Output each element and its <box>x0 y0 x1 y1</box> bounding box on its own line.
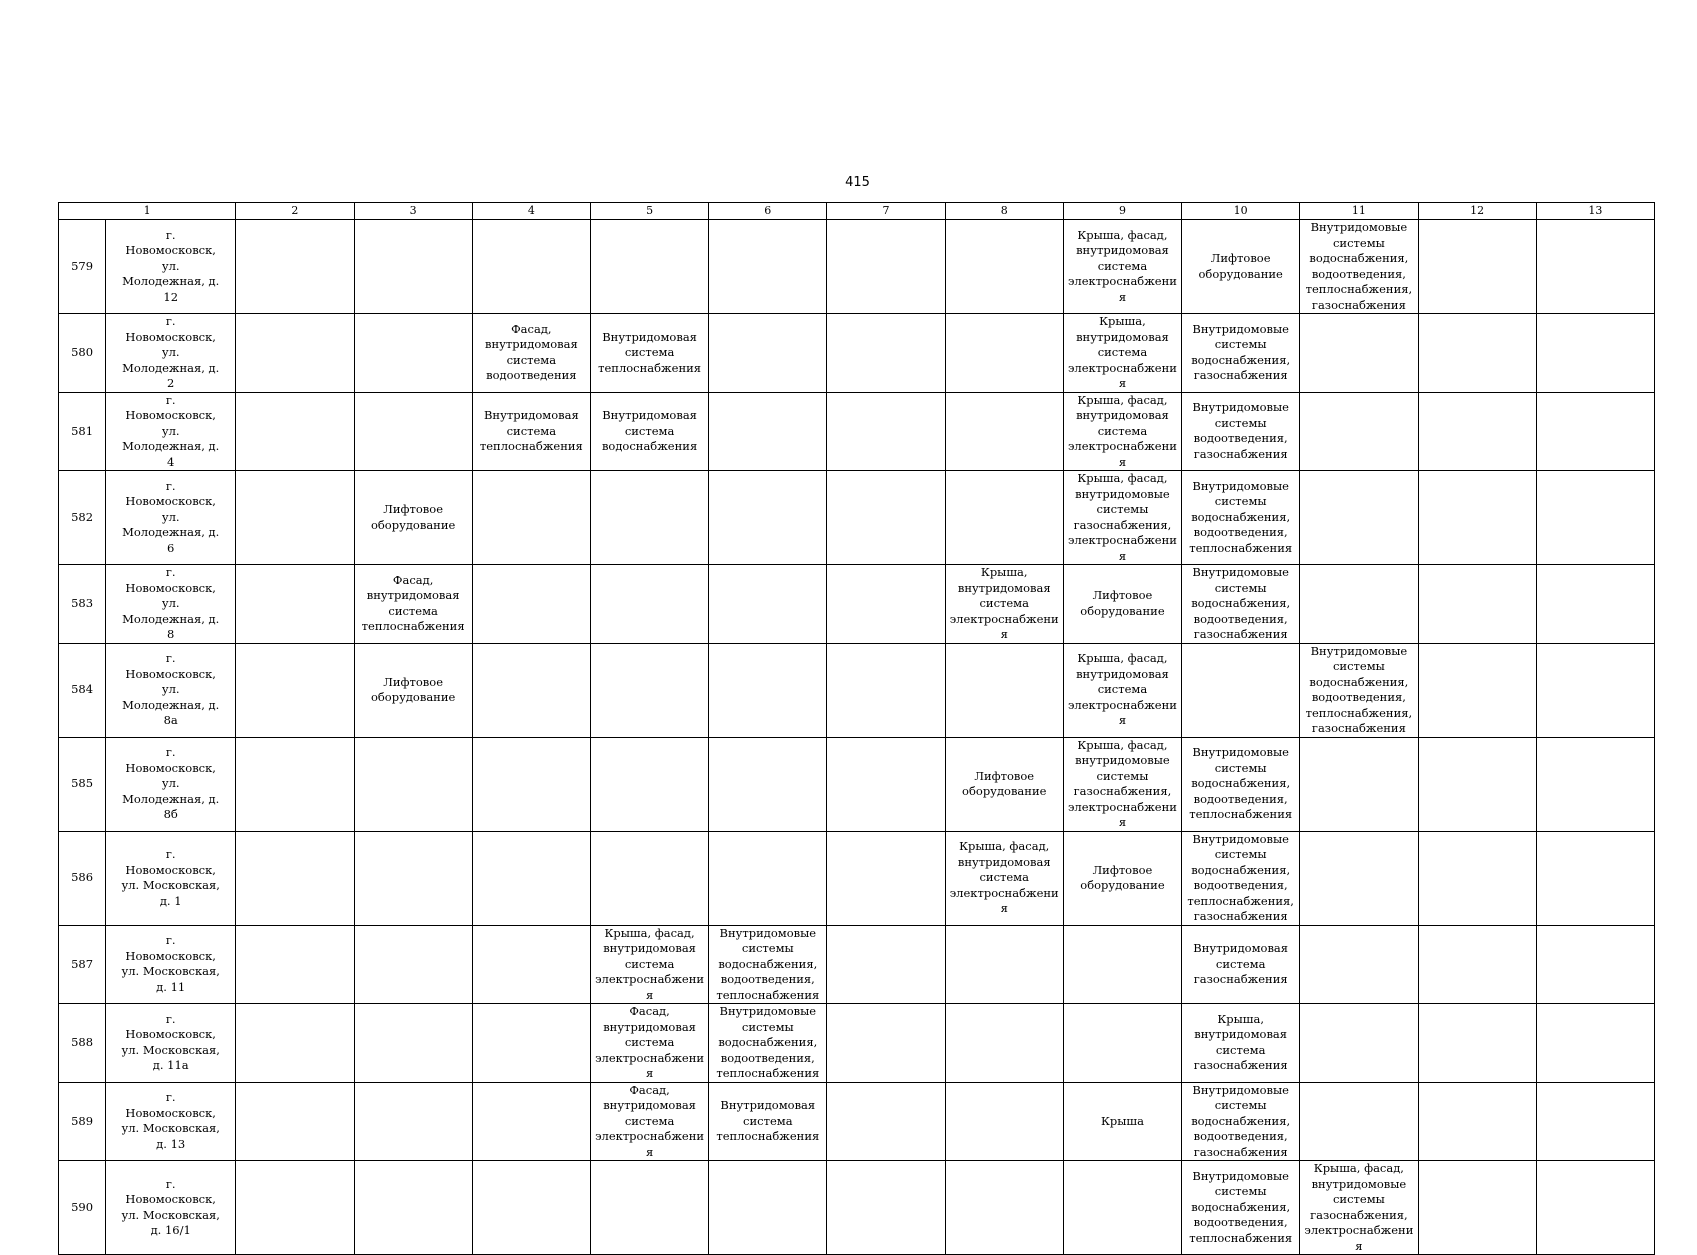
table-row <box>59 737 1655 831</box>
schedule-cell-col-2 <box>236 1004 354 1083</box>
schedule-cell-col-11 <box>1300 471 1418 565</box>
schedule-cell-col-3 <box>354 1082 472 1161</box>
schedule-cell-col-13 <box>1536 565 1654 644</box>
schedule-cell-col-3: Лифтовое оборудование <box>354 643 472 737</box>
row-number: 585 <box>59 737 106 831</box>
schedule-cell-col-2 <box>236 925 354 1004</box>
schedule-cell-col-7 <box>827 1161 945 1255</box>
table-row <box>59 565 1655 644</box>
table-row <box>59 643 1655 737</box>
column-header-10: 10 <box>1182 203 1300 220</box>
schedule-cell-col-13 <box>1536 925 1654 1004</box>
schedule-cell-col-3 <box>354 925 472 1004</box>
schedule-cell-col-5 <box>590 220 708 314</box>
schedule-cell-col-9: Крыша, фасад, внутридомовая система электроснабжения <box>1063 643 1181 737</box>
schedule-cell-col-10: Внутридомовые системы водоснабжения, водоотведения, газоснабжения <box>1182 1082 1300 1161</box>
schedule-cell-col-4 <box>472 643 590 737</box>
schedule-cell-col-6 <box>709 565 827 644</box>
schedule-cell-col-12 <box>1418 1161 1536 1255</box>
schedule-cell-col-12 <box>1418 737 1536 831</box>
schedule-cell-col-6: Внутридомовая система теплоснабжения <box>709 1082 827 1161</box>
schedule-cell-col-13 <box>1536 471 1654 565</box>
repair-schedule-table <box>58 202 1655 1255</box>
schedule-cell-col-5 <box>590 471 708 565</box>
schedule-cell-col-13 <box>1536 314 1654 393</box>
address-cell: г. Новомосковск, ул. Молодежная, д. 12 <box>106 220 236 314</box>
schedule-cell-col-11 <box>1300 1004 1418 1083</box>
schedule-cell-col-4 <box>472 737 590 831</box>
schedule-cell-col-11 <box>1300 737 1418 831</box>
schedule-cell-col-2 <box>236 314 354 393</box>
address-cell: г. Новомосковск, ул. Молодежная, д. 2 <box>106 314 236 393</box>
schedule-cell-col-8 <box>945 471 1063 565</box>
schedule-cell-col-12 <box>1418 643 1536 737</box>
schedule-cell-col-6 <box>709 471 827 565</box>
address-cell: г. Новомосковск, ул. Молодежная, д. 8б <box>106 737 236 831</box>
schedule-cell-col-4: Фасад, внутридомовая система водоотведения <box>472 314 590 393</box>
schedule-cell-col-12 <box>1418 831 1536 925</box>
table-row <box>59 471 1655 565</box>
table-row <box>59 314 1655 393</box>
schedule-cell-col-2 <box>236 220 354 314</box>
schedule-cell-col-11 <box>1300 565 1418 644</box>
schedule-cell-col-11: Внутридомовые системы водоснабжения, водоотведения, теплоснабжения, газоснабжения <box>1300 220 1418 314</box>
column-header-2: 2 <box>236 203 354 220</box>
schedule-cell-col-9 <box>1063 1004 1181 1083</box>
schedule-cell-col-13 <box>1536 643 1654 737</box>
schedule-cell-col-7 <box>827 925 945 1004</box>
column-header-13: 13 <box>1536 203 1654 220</box>
schedule-cell-col-9: Крыша, внутридомовая система электроснабжения <box>1063 314 1181 393</box>
schedule-cell-col-10: Внутридомовые системы водоснабжения, газоснабжения <box>1182 314 1300 393</box>
schedule-cell-col-6: Внутридомовые системы водоснабжения, водоотведения, теплоснабжения <box>709 1004 827 1083</box>
schedule-cell-col-4 <box>472 471 590 565</box>
schedule-cell-col-13 <box>1536 1161 1654 1255</box>
schedule-cell-col-8: Крыша, фасад, внутридомовая система электроснабжения <box>945 831 1063 925</box>
row-number: 589 <box>59 1082 106 1161</box>
schedule-cell-col-8 <box>945 1082 1063 1161</box>
schedule-cell-col-5: Внутридомовая система теплоснабжения <box>590 314 708 393</box>
table-row <box>59 831 1655 925</box>
schedule-cell-col-2 <box>236 643 354 737</box>
schedule-cell-col-3: Фасад, внутридомовая система теплоснабжения <box>354 565 472 644</box>
schedule-cell-col-8 <box>945 1161 1063 1255</box>
schedule-cell-col-7 <box>827 220 945 314</box>
schedule-cell-col-8: Лифтовое оборудование <box>945 737 1063 831</box>
table-row <box>59 1004 1655 1083</box>
schedule-cell-col-13 <box>1536 1082 1654 1161</box>
schedule-cell-col-8 <box>945 392 1063 471</box>
schedule-cell-col-6 <box>709 314 827 393</box>
schedule-cell-col-7 <box>827 392 945 471</box>
schedule-cell-col-8 <box>945 1004 1063 1083</box>
schedule-cell-col-6 <box>709 831 827 925</box>
schedule-cell-col-12 <box>1418 565 1536 644</box>
schedule-cell-col-12 <box>1418 1004 1536 1083</box>
schedule-cell-col-9 <box>1063 1161 1181 1255</box>
column-header-11: 11 <box>1300 203 1418 220</box>
schedule-cell-col-13 <box>1536 831 1654 925</box>
schedule-cell-col-6 <box>709 643 827 737</box>
schedule-cell-col-10: Внутридомовые системы водоснабжения, водоотведения, газоснабжения <box>1182 565 1300 644</box>
schedule-cell-col-2 <box>236 737 354 831</box>
schedule-cell-col-8 <box>945 643 1063 737</box>
table-row <box>59 220 1655 314</box>
address-cell: г. Новомосковск, ул. Московская, д. 11а <box>106 1004 236 1083</box>
row-number: 582 <box>59 471 106 565</box>
schedule-cell-col-11 <box>1300 392 1418 471</box>
schedule-cell-col-7 <box>827 314 945 393</box>
schedule-cell-col-4 <box>472 220 590 314</box>
schedule-cell-col-9: Крыша <box>1063 1082 1181 1161</box>
schedule-cell-col-2 <box>236 392 354 471</box>
table-row <box>59 1161 1655 1255</box>
row-number: 587 <box>59 925 106 1004</box>
schedule-cell-col-3 <box>354 737 472 831</box>
schedule-cell-col-11 <box>1300 831 1418 925</box>
table-row <box>59 392 1655 471</box>
schedule-cell-col-2 <box>236 1082 354 1161</box>
schedule-cell-col-12 <box>1418 1082 1536 1161</box>
schedule-cell-col-5 <box>590 737 708 831</box>
schedule-cell-col-3: Лифтовое оборудование <box>354 471 472 565</box>
schedule-cell-col-8: Крыша, внутридомовая система электроснабжения <box>945 565 1063 644</box>
schedule-cell-col-6 <box>709 1161 827 1255</box>
schedule-cell-col-4: Внутридомовая система теплоснабжения <box>472 392 590 471</box>
schedule-cell-col-10: Внутридомовые системы водоснабжения, водоотведения, теплоснабжения <box>1182 737 1300 831</box>
address-cell: г. Новомосковск, ул. Молодежная, д. 6 <box>106 471 236 565</box>
page-number: 415 <box>845 175 870 190</box>
schedule-cell-col-6 <box>709 220 827 314</box>
schedule-cell-col-5: Крыша, фасад, внутридомовая система электроснабжения <box>590 925 708 1004</box>
schedule-cell-col-4 <box>472 925 590 1004</box>
address-cell: г. Новомосковск, ул. Московская, д. 11 <box>106 925 236 1004</box>
schedule-cell-col-12 <box>1418 314 1536 393</box>
schedule-cell-col-5: Фасад, внутридомовая система электроснабжения <box>590 1082 708 1161</box>
schedule-cell-col-13 <box>1536 1004 1654 1083</box>
schedule-cell-col-9: Крыша, фасад, внутридомовая система электроснабжения <box>1063 392 1181 471</box>
schedule-cell-col-9 <box>1063 925 1181 1004</box>
schedule-cell-col-10: Лифтовое оборудование <box>1182 220 1300 314</box>
schedule-cell-col-12 <box>1418 925 1536 1004</box>
schedule-cell-col-10: Внутридомовые системы водоснабжения, водоотведения, теплоснабжения <box>1182 1161 1300 1255</box>
schedule-cell-col-5 <box>590 1161 708 1255</box>
table-body <box>59 220 1655 1255</box>
table-row <box>59 925 1655 1004</box>
schedule-cell-col-3 <box>354 831 472 925</box>
schedule-cell-col-7 <box>827 737 945 831</box>
schedule-cell-col-3 <box>354 1004 472 1083</box>
schedule-cell-col-10: Внутридомовые системы водоотведения, газоснабжения <box>1182 392 1300 471</box>
schedule-cell-col-12 <box>1418 220 1536 314</box>
schedule-cell-col-2 <box>236 565 354 644</box>
schedule-cell-col-3 <box>354 392 472 471</box>
schedule-cell-col-12 <box>1418 392 1536 471</box>
schedule-cell-col-3 <box>354 220 472 314</box>
schedule-cell-col-2 <box>236 1161 354 1255</box>
row-number: 588 <box>59 1004 106 1083</box>
row-number: 586 <box>59 831 106 925</box>
schedule-cell-col-7 <box>827 643 945 737</box>
schedule-cell-col-7 <box>827 471 945 565</box>
schedule-cell-col-4 <box>472 565 590 644</box>
schedule-cell-col-7 <box>827 831 945 925</box>
schedule-cell-col-9: Крыша, фасад, внутридомовые системы газоснабжения, электроснабжения <box>1063 471 1181 565</box>
schedule-cell-col-3 <box>354 314 472 393</box>
schedule-cell-col-2 <box>236 831 354 925</box>
schedule-cell-col-9: Крыша, фасад, внутридомовая система электроснабжения <box>1063 220 1181 314</box>
schedule-cell-col-8 <box>945 220 1063 314</box>
schedule-cell-col-7 <box>827 565 945 644</box>
schedule-cell-col-12 <box>1418 471 1536 565</box>
schedule-cell-col-10: Внутридомовые системы водоснабжения, водоотведения, теплоснабжения, газоснабжения <box>1182 831 1300 925</box>
schedule-cell-col-11: Крыша, фасад, внутридомовые системы газоснабжения, электроснабжения <box>1300 1161 1418 1255</box>
schedule-cell-col-13 <box>1536 737 1654 831</box>
schedule-cell-col-5: Фасад, внутридомовая система электроснабжения <box>590 1004 708 1083</box>
column-header-6: 6 <box>709 203 827 220</box>
column-number-header-row <box>59 203 1655 220</box>
schedule-cell-col-6 <box>709 737 827 831</box>
schedule-cell-col-9: Лифтовое оборудование <box>1063 565 1181 644</box>
schedule-cell-col-11 <box>1300 314 1418 393</box>
row-number: 583 <box>59 565 106 644</box>
table-row <box>59 1082 1655 1161</box>
schedule-cell-col-9: Лифтовое оборудование <box>1063 831 1181 925</box>
address-cell: г. Новомосковск, ул. Московская, д. 1 <box>106 831 236 925</box>
schedule-cell-col-4 <box>472 1082 590 1161</box>
address-cell: г. Новомосковск, ул. Молодежная, д. 8а <box>106 643 236 737</box>
schedule-cell-col-5 <box>590 831 708 925</box>
row-number: 580 <box>59 314 106 393</box>
schedule-cell-col-4 <box>472 831 590 925</box>
schedule-cell-col-11 <box>1300 925 1418 1004</box>
address-cell: г. Новомосковск, ул. Московская, д. 13 <box>106 1082 236 1161</box>
address-cell: г. Новомосковск, ул. Молодежная, д. 8 <box>106 565 236 644</box>
schedule-cell-col-11 <box>1300 1082 1418 1161</box>
schedule-cell-col-5 <box>590 643 708 737</box>
schedule-cell-col-5 <box>590 565 708 644</box>
schedule-cell-col-4 <box>472 1004 590 1083</box>
column-header-4: 4 <box>472 203 590 220</box>
row-number: 579 <box>59 220 106 314</box>
address-cell: г. Новомосковск, ул. Молодежная, д. 4 <box>106 392 236 471</box>
column-header-8: 8 <box>945 203 1063 220</box>
schedule-cell-col-7 <box>827 1004 945 1083</box>
schedule-cell-col-3 <box>354 1161 472 1255</box>
schedule-cell-col-6: Внутридомовые системы водоснабжения, водоотведения, теплоснабжения <box>709 925 827 1004</box>
schedule-cell-col-4 <box>472 1161 590 1255</box>
column-header-12: 12 <box>1418 203 1536 220</box>
schedule-cell-col-13 <box>1536 392 1654 471</box>
schedule-cell-col-11: Внутридомовые системы водоснабжения, водоотведения, теплоснабжения, газоснабжения <box>1300 643 1418 737</box>
schedule-cell-col-7 <box>827 1082 945 1161</box>
schedule-cell-col-10: Крыша, внутридомовая система газоснабжения <box>1182 1004 1300 1083</box>
schedule-cell-col-5: Внутридомовая система водоснабжения <box>590 392 708 471</box>
column-header-7: 7 <box>827 203 945 220</box>
schedule-cell-col-8 <box>945 925 1063 1004</box>
schedule-cell-col-9: Крыша, фасад, внутридомовые системы газоснабжения, электроснабжения <box>1063 737 1181 831</box>
row-number: 584 <box>59 643 106 737</box>
schedule-cell-col-10: Внутридомовые системы водоснабжения, водоотведения, теплоснабжения <box>1182 471 1300 565</box>
row-number: 590 <box>59 1161 106 1255</box>
schedule-cell-col-10: Внутридомовая система газоснабжения <box>1182 925 1300 1004</box>
address-cell: г. Новомосковск, ул. Московская, д. 16/1 <box>106 1161 236 1255</box>
schedule-cell-col-13 <box>1536 220 1654 314</box>
row-number: 581 <box>59 392 106 471</box>
column-header-3: 3 <box>354 203 472 220</box>
schedule-cell-col-6 <box>709 392 827 471</box>
schedule-cell-col-8 <box>945 314 1063 393</box>
column-header-1: 1 <box>59 203 236 220</box>
column-header-5: 5 <box>590 203 708 220</box>
schedule-cell-col-2 <box>236 471 354 565</box>
schedule-cell-col-10 <box>1182 643 1300 737</box>
column-header-9: 9 <box>1063 203 1181 220</box>
